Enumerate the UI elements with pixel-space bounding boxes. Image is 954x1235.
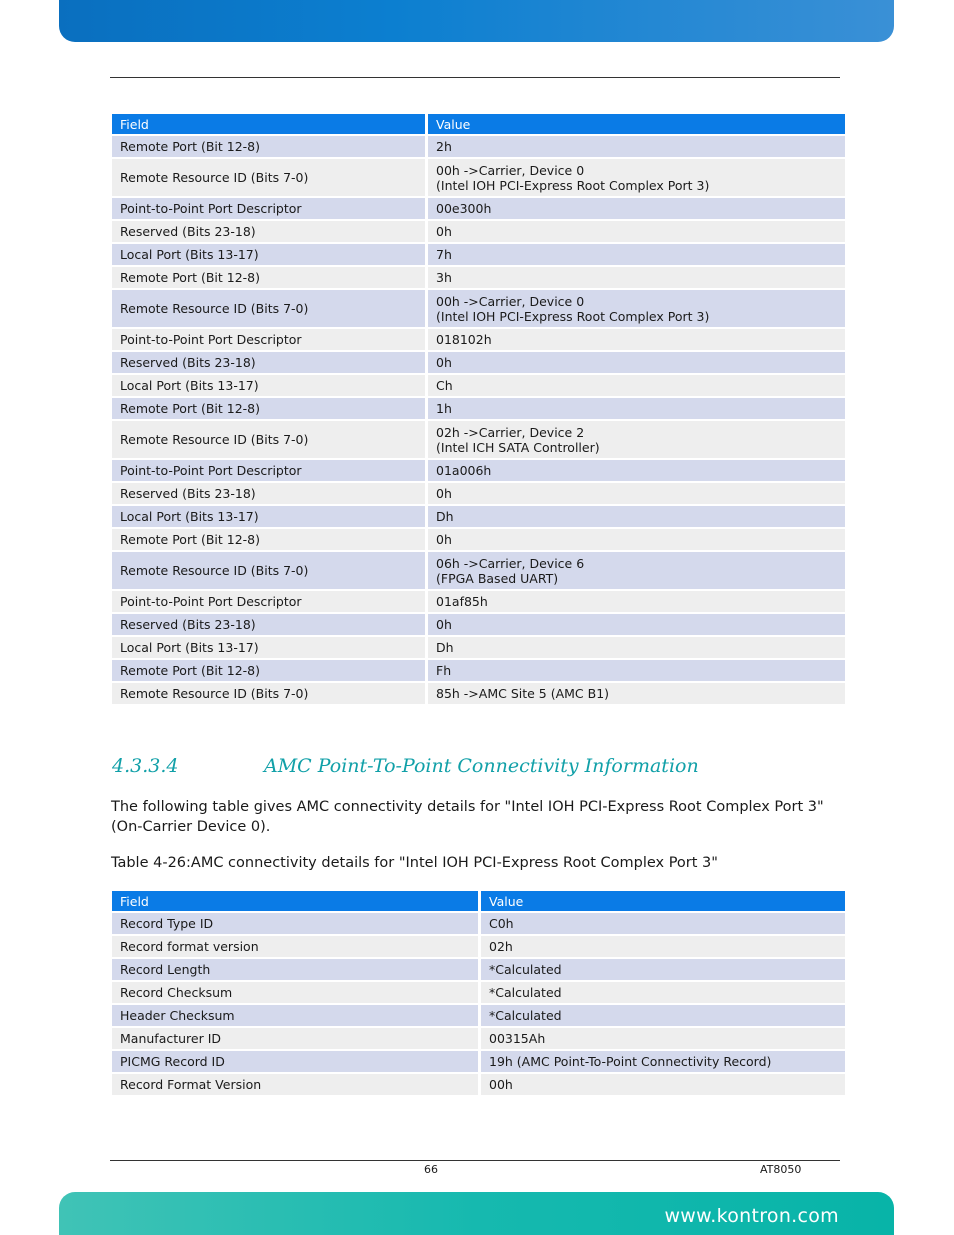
value-line: (Intel IOH PCI-Express Root Complex Port 3) <box>436 308 710 324</box>
page-number: 66 <box>424 1163 438 1176</box>
field-cell: Reserved (Bits 23-18) <box>112 483 425 504</box>
value-cell <box>425 352 845 373</box>
table-row <box>112 683 845 704</box>
value-cell <box>478 1005 845 1026</box>
value-cell <box>425 375 845 396</box>
amc-connectivity-table <box>112 889 845 1097</box>
field-cell: Record Type ID <box>112 913 478 934</box>
table-row <box>112 982 845 1003</box>
value-cell <box>425 660 845 681</box>
table-row <box>112 352 845 373</box>
value-cell <box>425 529 845 550</box>
value-line: (Intel IOH PCI-Express Root Complex Port 3) <box>436 177 710 193</box>
value-line: 0h <box>436 617 452 632</box>
table-row <box>112 159 845 196</box>
value-line: *Calculated <box>489 1008 562 1023</box>
table-row <box>112 198 845 219</box>
field-cell: Manufacturer ID <box>112 1028 478 1049</box>
header-field: Field <box>112 891 478 911</box>
value-cell <box>425 421 845 458</box>
field-cell: Reserved (Bits 23-18) <box>112 614 425 635</box>
value-line: 85h ->AMC Site 5 (AMC B1) <box>436 686 610 701</box>
field-cell: Remote Port (Bit 12-8) <box>112 660 425 681</box>
field-cell: Remote Port (Bit 12-8) <box>112 136 425 157</box>
table-row <box>112 290 845 327</box>
value-line: (FPGA Based UART) <box>436 570 559 586</box>
field-cell: Local Port (Bits 13-17) <box>112 375 425 396</box>
value-cell <box>425 591 845 612</box>
table-row <box>112 375 845 396</box>
value-cell <box>478 959 845 980</box>
value-cell <box>425 290 845 327</box>
value-cell <box>425 637 845 658</box>
table-row <box>112 660 845 681</box>
document-id: AT8050 <box>760 1163 802 1176</box>
table-row <box>112 244 845 265</box>
value-line: 018102h <box>436 332 492 347</box>
table-row <box>112 267 845 288</box>
bottom-banner <box>59 1192 894 1235</box>
value-line: 00h <box>489 1077 513 1092</box>
value-line: 02h <box>489 939 513 954</box>
value-cell <box>425 552 845 589</box>
field-cell: Point-to-Point Port Descriptor <box>112 198 425 219</box>
value-line: Ch <box>436 378 453 393</box>
value-cell <box>425 136 845 157</box>
table-row <box>112 329 845 350</box>
field-cell: Reserved (Bits 23-18) <box>112 221 425 242</box>
value-cell <box>478 936 845 957</box>
value-line: 06h ->Carrier, Device 6 <box>436 555 585 571</box>
value-cell <box>425 267 845 288</box>
value-line: 1h <box>436 401 452 416</box>
value-line: 01af85h <box>436 594 488 609</box>
header-field: Field <box>112 114 425 134</box>
value-line: 00h ->Carrier, Device 0 <box>436 293 585 309</box>
value-line: 0h <box>436 486 452 501</box>
ptp-descriptor-table <box>112 112 845 706</box>
table-row <box>112 529 845 550</box>
value-cell <box>425 198 845 219</box>
value-line: *Calculated <box>489 962 562 977</box>
value-line: 2h <box>436 139 452 154</box>
table-row <box>112 552 845 589</box>
field-cell: Remote Resource ID (Bits 7-0) <box>112 421 425 458</box>
table-row <box>112 637 845 658</box>
value-line: Dh <box>436 509 454 524</box>
field-cell: Header Checksum <box>112 1005 478 1026</box>
value-line: *Calculated <box>489 985 562 1000</box>
field-cell: Point-to-Point Port Descriptor <box>112 591 425 612</box>
field-cell: PICMG Record ID <box>112 1051 478 1072</box>
value-cell <box>425 159 845 196</box>
field-cell: Point-to-Point Port Descriptor <box>112 460 425 481</box>
table-caption: Table 4-26:AMC connectivity details for "Intel IOH PCI-Express Root Complex Port 3" <box>111 855 718 871</box>
field-cell: Remote Resource ID (Bits 7-0) <box>112 683 425 704</box>
value-cell <box>478 1074 845 1095</box>
table-header-row <box>112 114 845 134</box>
table-row <box>112 614 845 635</box>
table1-body <box>112 136 845 704</box>
table-header-row <box>112 891 845 911</box>
header-value: Value <box>478 891 845 911</box>
value-line: 3h <box>436 270 452 285</box>
value-cell <box>425 244 845 265</box>
table-row <box>112 591 845 612</box>
value-line: Fh <box>436 663 452 678</box>
field-cell: Reserved (Bits 23-18) <box>112 352 425 373</box>
table-row <box>112 398 845 419</box>
value-cell <box>478 1051 845 1072</box>
intro-paragraph: The following table gives AMC connectivity details for "Intel IOH PCI-Express Root Complex Port 3" (On-Carrier Device 0). <box>111 799 824 835</box>
value-line: C0h <box>489 916 514 931</box>
value-cell <box>425 614 845 635</box>
value-cell <box>425 221 845 242</box>
value-line: 0h <box>436 355 452 370</box>
top-banner <box>59 0 894 42</box>
table-row <box>112 913 845 934</box>
website-link[interactable]: www.kontron.com <box>664 1205 839 1227</box>
table-row <box>112 1051 845 1072</box>
value-line: (Intel ICH SATA Controller) <box>436 439 600 455</box>
value-cell <box>425 506 845 527</box>
value-line: 00h ->Carrier, Device 0 <box>436 162 585 178</box>
table-row <box>112 483 845 504</box>
field-cell: Record format version <box>112 936 478 957</box>
table-row <box>112 221 845 242</box>
value-cell <box>425 329 845 350</box>
field-cell: Record Format Version <box>112 1074 478 1095</box>
value-cell <box>478 913 845 934</box>
field-cell: Local Port (Bits 13-17) <box>112 506 425 527</box>
table-row <box>112 460 845 481</box>
value-line: 7h <box>436 247 452 262</box>
field-cell: Record Checksum <box>112 982 478 1003</box>
header-value: Value <box>425 114 845 134</box>
field-cell: Remote Port (Bit 12-8) <box>112 529 425 550</box>
field-cell: Local Port (Bits 13-17) <box>112 244 425 265</box>
field-cell: Remote Resource ID (Bits 7-0) <box>112 552 425 589</box>
value-cell <box>425 460 845 481</box>
table-row <box>112 1005 845 1026</box>
footer-rule <box>110 1160 840 1161</box>
field-cell: Remote Port (Bit 12-8) <box>112 398 425 419</box>
table-row <box>112 959 845 980</box>
table-row <box>112 136 845 157</box>
header-rule <box>110 77 840 78</box>
table-row <box>112 1028 845 1049</box>
table-row <box>112 421 845 458</box>
field-cell: Local Port (Bits 13-17) <box>112 637 425 658</box>
section-number: 4.3.3.4 <box>112 755 179 777</box>
section-title: AMC Point-To-Point Connectivity Information <box>264 755 699 777</box>
field-cell: Record Length <box>112 959 478 980</box>
value-line: 19h (AMC Point-To-Point Connectivity Record) <box>489 1054 772 1069</box>
field-cell: Remote Resource ID (Bits 7-0) <box>112 290 425 327</box>
value-cell <box>425 683 845 704</box>
value-line: 01a006h <box>436 463 492 478</box>
value-line: Dh <box>436 640 454 655</box>
value-line: 00e300h <box>436 201 492 216</box>
table-row <box>112 936 845 957</box>
value-line: 0h <box>436 224 452 239</box>
value-cell <box>425 483 845 504</box>
section-heading <box>112 755 842 777</box>
table-row <box>112 1074 845 1095</box>
table2-body <box>112 913 845 1095</box>
value-line: 00315Ah <box>489 1031 546 1046</box>
value-line: 0h <box>436 532 452 547</box>
value-cell <box>478 982 845 1003</box>
field-cell: Remote Resource ID (Bits 7-0) <box>112 159 425 196</box>
value-line: 02h ->Carrier, Device 2 <box>436 424 585 440</box>
value-cell <box>425 398 845 419</box>
field-cell: Remote Port (Bit 12-8) <box>112 267 425 288</box>
field-cell: Point-to-Point Port Descriptor <box>112 329 425 350</box>
value-cell <box>478 1028 845 1049</box>
table-row <box>112 506 845 527</box>
